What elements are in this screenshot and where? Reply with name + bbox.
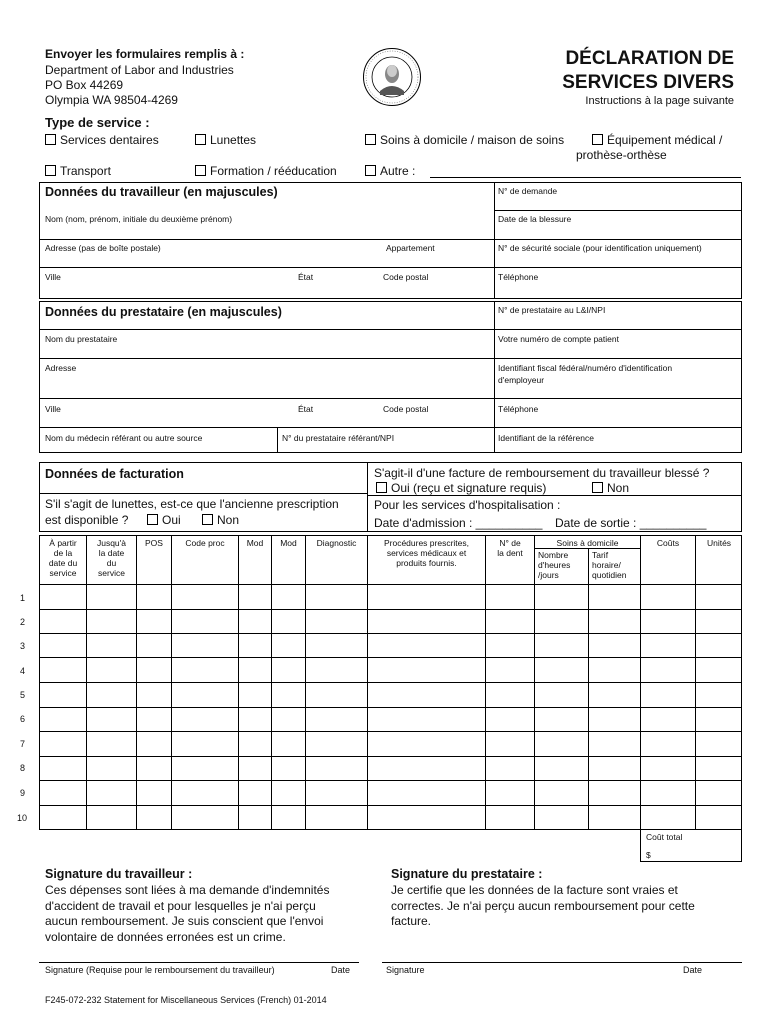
form-title-line-1: DÉCLARATION DE xyxy=(565,48,734,69)
option-transport[interactable]: Transport xyxy=(45,164,111,178)
worker-date-label: Date xyxy=(331,965,351,975)
service-type-title: Type de service : xyxy=(45,115,150,130)
glasses-no-checkbox[interactable] xyxy=(202,514,213,525)
glasses-checkbox[interactable] xyxy=(195,134,206,145)
form-title-line-2: SERVICES DIVERS xyxy=(562,72,734,93)
address-line-1: Department of Labor and Industries xyxy=(45,63,234,77)
row-number: 6 xyxy=(20,714,26,724)
header-units: Unités xyxy=(706,538,732,548)
state-seal-icon xyxy=(362,47,422,107)
header-rate: Tarif horaire/ quotidien xyxy=(592,550,627,580)
total-cost-label: Coût total xyxy=(646,832,683,842)
option-other[interactable]: Autre : xyxy=(365,164,415,178)
provider-phone-field[interactable]: Téléphone xyxy=(498,404,539,414)
instructions-note: Instructions à la page suivante xyxy=(585,95,734,107)
glasses-yes[interactable]: Oui xyxy=(147,513,181,527)
form-footer: F245-072-232 Statement for Miscellaneous Services (French) 01-2014 xyxy=(45,995,327,1005)
glasses-question-line2: est disponible ? xyxy=(45,513,129,527)
admission-date-field[interactable]: Date d'admission : __________ xyxy=(374,516,543,530)
injury-date-field[interactable]: Date de la blessure xyxy=(498,214,572,224)
row-number: 5 xyxy=(20,690,26,700)
header-costs: Coûts xyxy=(656,538,680,548)
worker-state-field[interactable]: État xyxy=(298,272,314,282)
other-input-line[interactable] xyxy=(430,177,741,178)
home-care-checkbox[interactable] xyxy=(365,134,376,145)
provider-signature-text: Je certifie que les données de la facture sont vraies et correctes. Je n'ai perçu aucun remboursement pour cette facture. xyxy=(391,883,695,928)
tax-id-field-line2: d'employeur xyxy=(498,375,545,385)
worker-phone-field[interactable]: Téléphone xyxy=(498,272,539,282)
tax-id-field[interactable]: Identifiant fiscal fédéral/numéro d'identification xyxy=(498,363,673,373)
total-cost-currency: $ xyxy=(646,850,651,860)
provider-signature-label: Signature xyxy=(386,965,425,975)
training-checkbox[interactable] xyxy=(195,165,206,176)
header-procedures: Procédures prescrites, services médicaux et produits fournis. xyxy=(383,538,470,568)
worker-address-field[interactable]: Adresse (pas de boîte postale) xyxy=(45,243,161,253)
provider-name-field[interactable]: Nom du prestataire xyxy=(45,334,118,344)
glasses-question-line1: S'il s'agit de lunettes, est-ce que l'ancienne prescription xyxy=(45,497,339,511)
provider-city-field[interactable]: Ville xyxy=(45,404,61,414)
apartment-field[interactable]: Appartement xyxy=(386,243,435,253)
billing-section-title: Données de facturation xyxy=(45,467,184,481)
provider-signature-title: Signature du prestataire : xyxy=(391,867,543,881)
worker-signature-label: Signature (Requise pour le remboursement du travailleur) xyxy=(45,965,275,975)
ssn-field[interactable]: N° de sécurité sociale (pour identification uniquement) xyxy=(498,243,702,253)
provider-signature-line[interactable] xyxy=(382,962,742,963)
row-number: 1 xyxy=(20,593,26,603)
discharge-date-field[interactable]: Date de sortie : __________ xyxy=(555,516,707,530)
worker-name-field[interactable]: Nom (nom, prénom, initiale du deuxième prénom) xyxy=(45,214,233,224)
row-number: 10 xyxy=(17,813,28,823)
row-number: 2 xyxy=(20,617,26,627)
patient-account-field[interactable]: Votre numéro de compte patient xyxy=(498,334,619,344)
option-medical-equipment[interactable]: Équipement médical / xyxy=(592,133,722,147)
row-number: 7 xyxy=(20,739,26,749)
hospital-title: Pour les services d'hospitalisation : xyxy=(374,498,561,512)
option-glasses[interactable]: Lunettes xyxy=(195,133,256,147)
claim-number-field[interactable]: N° de demande xyxy=(498,186,558,196)
row-number: 9 xyxy=(20,788,26,798)
row-number: 4 xyxy=(20,666,26,676)
worker-section-title: Données du travailleur (en majuscules) xyxy=(45,185,278,199)
dental-checkbox[interactable] xyxy=(45,134,56,145)
worker-signature-text: Ces dépenses sont liées à ma demande d'indemnités d'accident de travail et pour lesquelles je n'ai perçu aucun remboursement. Je suis conscient que l'envoi volontaire de données erronées est un crime. xyxy=(45,883,330,944)
transport-checkbox[interactable] xyxy=(45,165,56,176)
provider-state-field[interactable]: État xyxy=(298,404,314,414)
provider-number-field[interactable]: N° de prestataire au L&I/NPI xyxy=(498,305,606,315)
medical-equipment-checkbox[interactable] xyxy=(592,134,603,145)
row-number: 3 xyxy=(20,641,26,651)
header-hours-days: Nombre d'heures /jours xyxy=(538,550,571,580)
option-home-care[interactable]: Soins à domicile / maison de soins xyxy=(365,133,564,147)
provider-date-label: Date xyxy=(683,965,703,975)
worker-signature-title: Signature du travailleur : xyxy=(45,867,193,881)
header-pos: POS xyxy=(145,538,163,548)
reimbursement-yes[interactable]: Oui (reçu et signature requis) xyxy=(376,481,546,495)
referring-doctor-field[interactable]: Nom du médecin référant ou autre source xyxy=(45,433,203,443)
address-line-2: PO Box 44269 xyxy=(45,78,124,92)
provider-section-title: Données du prestataire (en majuscules) xyxy=(45,305,282,319)
provider-box xyxy=(39,301,742,453)
row-number: 8 xyxy=(20,763,26,773)
address-line-3: Olympia WA 98504-4269 xyxy=(45,93,178,107)
header-proc-code: Code proc xyxy=(185,538,225,548)
glasses-no[interactable]: Non xyxy=(202,513,239,527)
glasses-yes-checkbox[interactable] xyxy=(147,514,158,525)
worker-city-field[interactable]: Ville xyxy=(45,272,61,282)
referral-id-field[interactable]: Identifiant de la référence xyxy=(498,433,594,443)
send-to-title: Envoyer les formulaires remplis à : xyxy=(45,47,245,61)
reimbursement-question: S'agit-il d'une facture de remboursement du travailleur blessé ? xyxy=(374,466,710,480)
header-from-date: À partir de la date du service xyxy=(48,538,78,578)
header-mod-2: Mod xyxy=(280,538,297,548)
header-diagnostic: Diagnostic xyxy=(316,538,357,548)
header-mod-1: Mod xyxy=(246,538,264,548)
header-to-date: Jusqu'à la date du service xyxy=(96,538,127,578)
header-tooth-number: N° de la dent xyxy=(497,538,523,558)
worker-signature-line[interactable] xyxy=(39,962,359,963)
reimbursement-yes-checkbox[interactable] xyxy=(376,482,387,493)
referring-npi-field[interactable]: N° du prestataire référant/NPI xyxy=(282,433,395,443)
provider-address-field[interactable]: Adresse xyxy=(45,363,77,373)
other-checkbox[interactable] xyxy=(365,165,376,176)
header-home-care: Soins à domicile xyxy=(556,538,619,548)
reimbursement-no[interactable]: Non xyxy=(592,481,629,495)
option-training[interactable]: Formation / rééducation xyxy=(195,164,337,178)
option-dental[interactable]: Services dentaires xyxy=(45,133,159,147)
reimbursement-no-checkbox[interactable] xyxy=(592,482,603,493)
option-medical-equipment-line2: prothèse-orthèse xyxy=(576,148,667,162)
worker-zip-field[interactable]: Code postal xyxy=(383,272,429,282)
provider-zip-field[interactable]: Code postal xyxy=(383,404,429,414)
